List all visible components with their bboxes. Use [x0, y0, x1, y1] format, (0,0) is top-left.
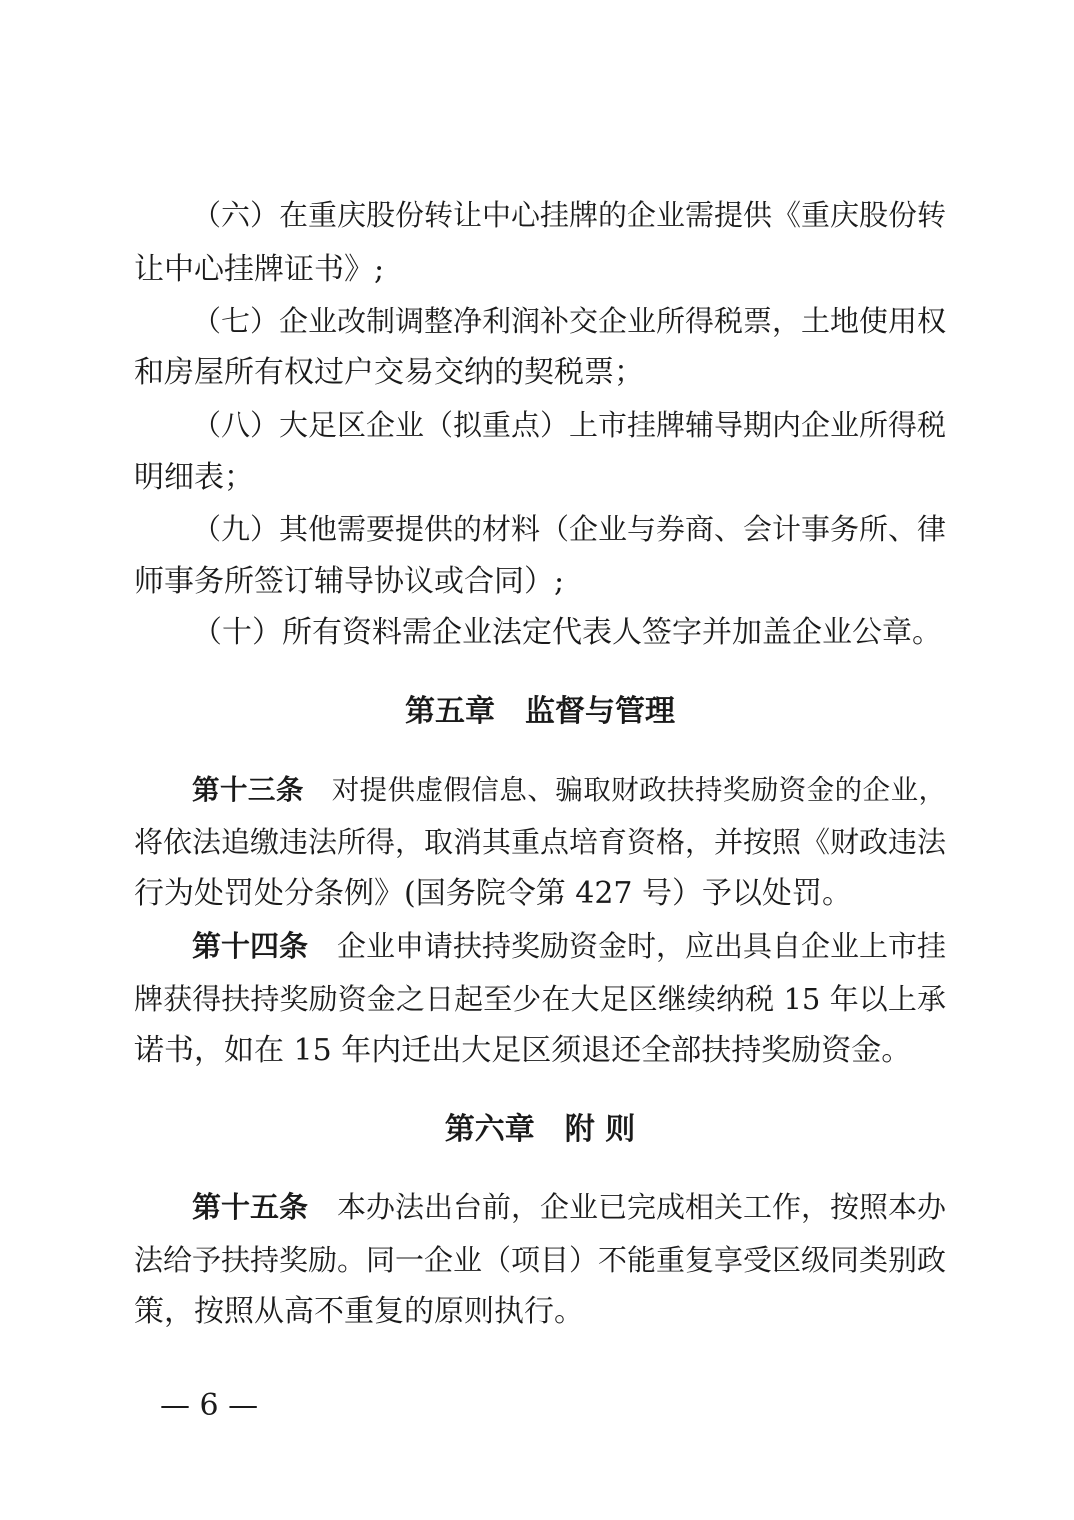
- article-15-line-3: 策，按照从高不重复的原则执行。: [134, 1294, 584, 1329]
- item-8-line-1: （八）大足区企业（拟重点）上市挂牌辅导期内企业所得税: [192, 408, 947, 442]
- item-7-line-1: （七）企业改制调整净利润补交企业所得税票，土地使用权: [192, 304, 947, 338]
- article-15-label: 第十五条: [192, 1190, 309, 1224]
- chapter-6-heading: 第六章 附 则: [444, 1112, 636, 1147]
- item-6-line-1: （六）在重庆股份转让中心挂牌的企业需提供《重庆股份转: [192, 198, 947, 232]
- item-9-line-1: （九）其他需要提供的材料（企业与券商、会计事务所、律: [192, 512, 947, 546]
- article-13-line-2: 将依法追缴违法所得，取消其重点培育资格，并按照《财政违法: [134, 825, 947, 859]
- article-13-line-3: 行为处罚处分条例》(国务院令第 427 号）予以处罚。: [134, 876, 853, 911]
- item-10-line-1: （十）所有资料需企业法定代表人签字并加盖企业公章。: [192, 615, 942, 650]
- article-15-text-1: 本办法出台前，企业已完成相关工作，按照本办: [308, 1190, 947, 1224]
- item-7-line-2: 和房屋所有权过户交易交纳的契税票；: [134, 355, 644, 390]
- article-14-line-2: 牌获得扶持奖励资金之日起至少在大足区继续纳税 15 年以上承: [134, 982, 946, 1016]
- article-13-label: 第十三条: [192, 774, 304, 806]
- item-6-line-2: 让中心挂牌证书》;: [134, 252, 385, 287]
- chapter-5-heading: 第五章 监督与管理: [405, 694, 675, 729]
- article-14-label: 第十四条: [192, 929, 309, 963]
- article-13-text-1: 对提供虚假信息、骗取财政扶持奖励资金的企业，: [303, 774, 947, 806]
- article-15-line-1: [192, 1187, 946, 1227]
- article-13-line-1: [192, 770, 946, 810]
- article-14-text-1: 企业申请扶持奖励资金时，应出具自企业上市挂: [308, 929, 947, 963]
- item-8-line-2: 明细表；: [134, 460, 254, 495]
- item-9-line-2: 师事务所签订辅导协议或合同）;: [134, 564, 565, 599]
- article-15-line-2: 法给予扶持奖励。同一企业（项目）不能重复享受区级同类别政: [134, 1243, 947, 1277]
- article-14-line-1: [192, 926, 946, 966]
- article-14-line-3: 诺书，如在 15 年内迁出大足区须退还全部扶持奖励资金。: [134, 1033, 912, 1068]
- page-number: — 6 —: [160, 1388, 259, 1423]
